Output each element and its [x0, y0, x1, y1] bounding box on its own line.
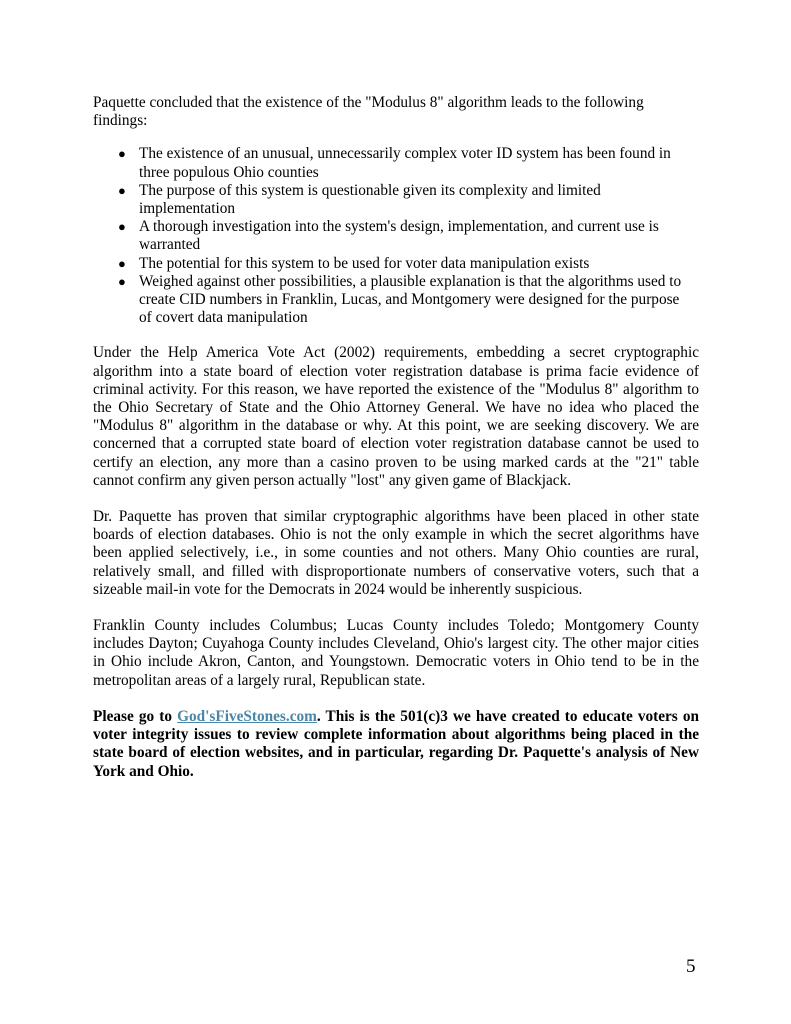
closing-paragraph [93, 708, 699, 781]
counties-paragraph: Franklin County includes Columbus; Lucas County includes Toledo; Montgomery County includes Dayton; Cuyahoga County includes Cleveland, Ohio's largest city. The other major cities in Ohio include Akron, Canton, and Youngstown. Democratic voters in Ohio tend to be in the metropolitan areas of a largely rural, Republican state. [93, 617, 699, 689]
finding-text: The purpose of this system is questionable given its complexity and limited implementation [139, 181, 601, 218]
website-link[interactable]: God'sFiveStones.com [177, 707, 317, 725]
hava-paragraph: Under the Help America Vote Act (2002) requirements, embedding a secret cryptographic algorithm into a state board of election voter registration database is prima facie evidence of criminal activity. For this reason, we have reported the existence of the "Modulus 8" algorithm to the Ohio Secretary of State and the Ohio Attorney General. We have no idea who placed the "Modulus 8" algorithm in the database or why. At this point, we are seeking discovery. We are concerned that a corrupted state board of election voter registration database cannot be used to certify an election, any more than a casino proven to be using marked cards at the "21" table cannot confirm any given person actually "lost" any given game of Blackjack. [93, 344, 699, 489]
finding-text: A thorough investigation into the system's design, implementation, and current use is warranted [139, 218, 659, 254]
finding-item [118, 218, 699, 254]
finding-text: Weighed against other possibilities, a plausible explanation is that the algorithms used to create CID numbers in Franklin, Lucas, and Montgomery were designed for the purpose of covert data manipulation [139, 272, 682, 327]
document-body [93, 94, 699, 781]
finding-item [118, 145, 699, 181]
finding-text: The potential for this system to be used for voter data manipulation exists [139, 254, 590, 272]
finding-item [118, 272, 699, 328]
intro-sentence: Paquette concluded that the existence of the "Modulus 8" algorithm leads to the following findings: [93, 94, 644, 130]
bullet-icon: ● [118, 182, 126, 198]
page-number: 5 [686, 956, 696, 977]
bullet-icon: ● [118, 146, 126, 162]
finding-text: The existence of an unusual, unnecessarily complex voter ID system has been found in three populous Ohio counties [139, 145, 671, 181]
bullet-icon: ● [118, 219, 126, 235]
bullet-icon: ● [118, 255, 126, 271]
bullet-icon: ● [118, 273, 126, 289]
closing-prefix: Please go to [93, 707, 178, 725]
findings-list [93, 145, 699, 327]
finding-item [118, 254, 699, 273]
finding-item [118, 181, 699, 218]
other-states-paragraph: Dr. Paquette has proven that similar cryptographic algorithms have been placed in other state boards of election databases. Ohio is not the only example in which the secret algorithms have been applied selectively, i.e., in some counties and not others. Many Ohio counties are rural, relatively small, and filled with disproportionate numbers of conservative voters, such that a sizeable mail-in vote for the Democrats in 2024 would be inherently suspicious. [93, 508, 699, 598]
closing-suffix: . This is the 501(c)3 we have created to educate voters on voter integrity issues to review complete information about algorithms being placed in the state board of election websites, and in particular, regarding Dr. Paquette's analysis of New York and Ohio. [93, 707, 700, 780]
